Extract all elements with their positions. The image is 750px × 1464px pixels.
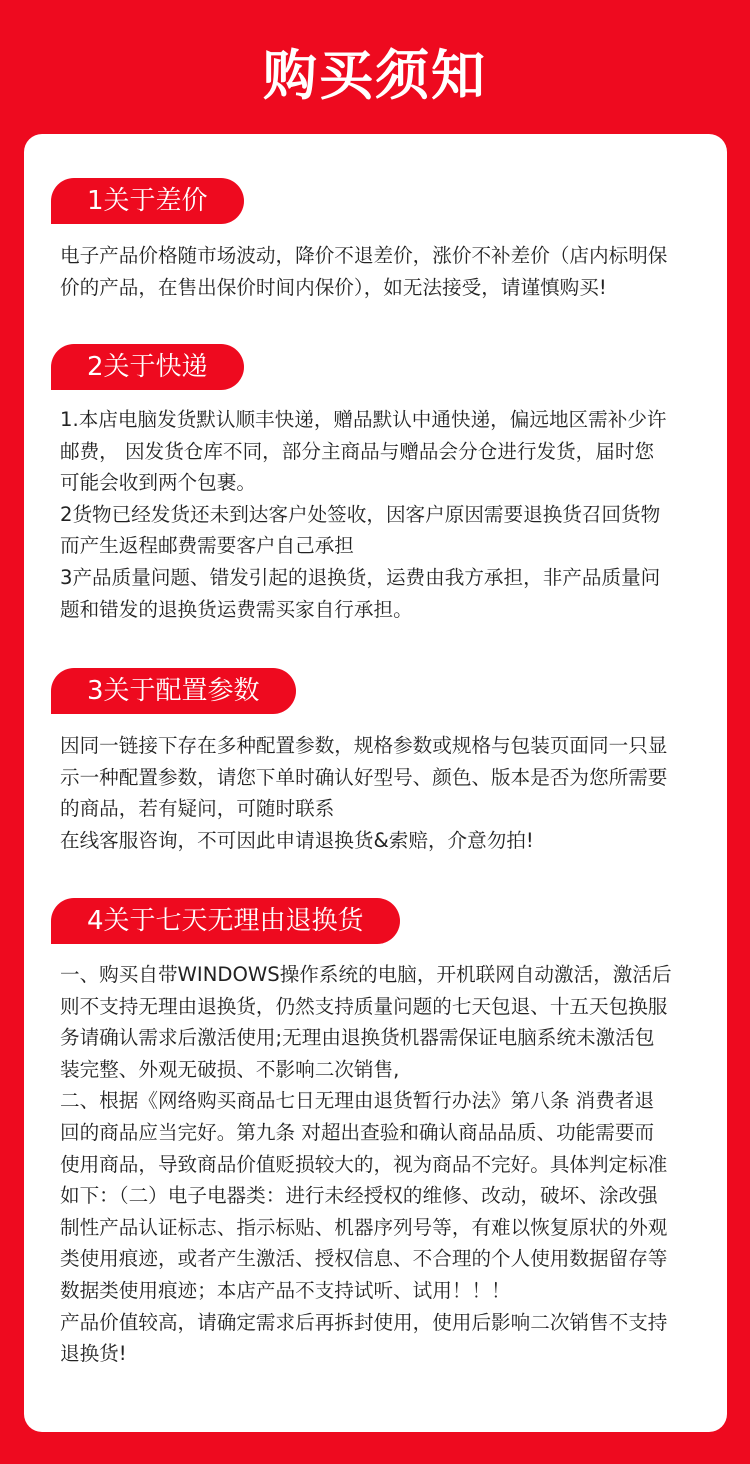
section-text [60,240,700,303]
text-line: 而产生返程邮费需要客户自己承担 [60,534,354,558]
page-title: 购买须知 [263,44,487,107]
text-line: 3产品质量问题、错发引起的退换货，运费由我方承担，非产品质量问 [60,565,661,589]
section-text [60,404,700,625]
text-line: 使用商品，导致商品价值贬损较大的，视为商品不完好。具体判定标准 [60,1152,668,1176]
text-line: 一、购买自带WINDOWS操作系统的电脑，开机联网自动激活，激活后 [60,963,672,986]
text-line: 二、根据《网络购买商品七日无理由退货暂行办法》第八条 消费者退 [60,1089,655,1113]
text-line: 邮费， 因发货仓库不同，部分主商品与赠品会分仓进行发货，届时您 [60,439,655,463]
section-heading: 2关于快递 [51,344,244,390]
text-line: 因同一链接下存在多种配置参数，规格参数或规格与包装页面同一只显 [60,734,668,757]
text-line: 制性产品认证标志、指示标贴、机器序列号等，有难以恢复原状的外观 [60,1215,668,1239]
text-line: 退换货! [60,1342,127,1366]
text-line: 价的产品，在售出保价时间内保价），如无法接受，请谨慎购买! [60,275,607,299]
section-heading: 1关于差价 [51,178,244,224]
text-line: 务请确认需求后激活使用;无理由退换货机器需保证电脑系统未激活包 [60,1026,655,1050]
text-line: 在线客服咨询，不可因此申请退换货&索赔，介意勿拍! [60,828,534,852]
text-line: 装完整、外观无破损、不影响二次销售, [60,1057,400,1081]
text-line: 如下：（二）电子电器类：进行未经授权的维修、改动，破坏、涂改强 [60,1184,658,1208]
text-line: 回的商品应当完好。第九条 对超出查验和确认商品品质、功能需要而 [60,1120,655,1144]
text-line: 题和错发的退换货运费需买家自行承担。 [60,597,413,621]
text-line: 则不支持无理由退换货，仍然支持质量问题的七天包退、十五天包换服 [60,994,668,1018]
text-line: 类使用痕迹，或者产生激活、授权信息、不合理的个人使用数据留存等 [60,1247,668,1271]
notice-card [24,134,727,1432]
text-line: 的商品，若有疑问，可随时联系 [60,797,335,821]
text-line: 产品价值较高，请确定需求后再拆封使用，使用后影响二次销售不支持 [60,1310,668,1334]
section-heading: 3关于配置参数 [51,668,296,714]
section-text [60,959,700,1370]
text-line: 1.本店电脑发货默认顺丰快递，赠品默认中通快递，偏远地区需补少许 [60,408,667,431]
section-heading: 4关于七天无理由退换货 [51,898,400,944]
text-line: 2货物已经发货还未到达客户处签收，因客户原因需要退换货召回货物 [60,502,661,526]
text-line: 数据类使用痕迹；本店产品不支持试听、试用！！！ [60,1278,511,1302]
section-text [60,730,700,856]
text-line: 可能会收到两个包裹。 [60,471,256,495]
text-line: 示一种配置参数，请您下单时确认好型号、颜色、版本是否为您所需要 [60,765,668,789]
text-line: 电子产品价格随市场波动，降价不退差价，涨价不补差价（店内标明保 [60,244,668,267]
